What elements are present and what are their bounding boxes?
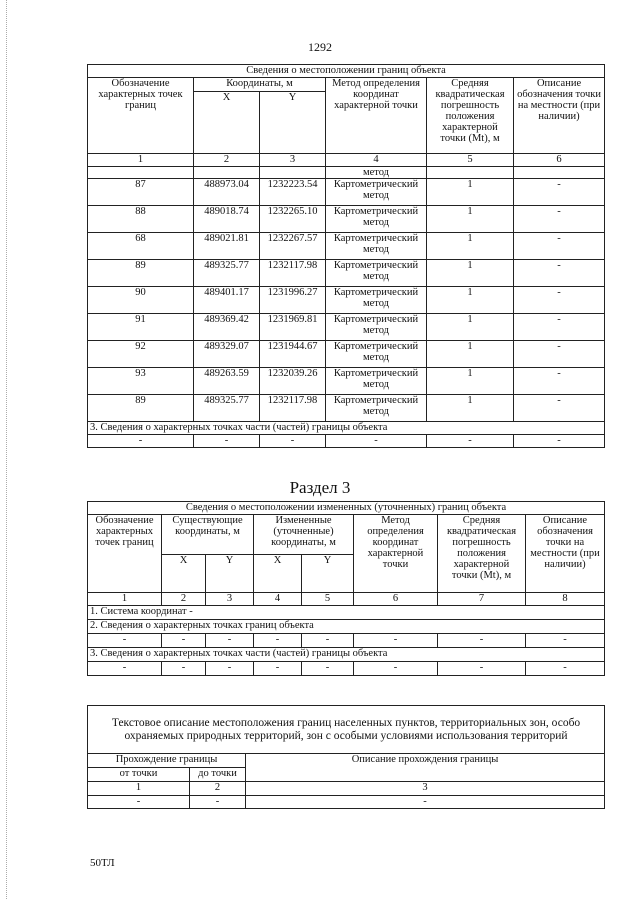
header-from-point: от точки	[88, 768, 190, 782]
header-designation: Обозначение характерных точек границ	[88, 78, 194, 154]
empty-cell: -	[162, 662, 206, 676]
footer-code: 50ТЛ	[90, 857, 115, 869]
table-row	[88, 368, 605, 395]
empty-cell: -	[260, 435, 326, 448]
col-number: 1	[88, 782, 190, 796]
col-number: 6	[514, 154, 605, 167]
header-coords: Координаты, м	[194, 78, 326, 92]
point-id: 89	[88, 395, 194, 422]
method: Картометрический метод	[326, 233, 427, 260]
description: -	[514, 368, 605, 395]
boundary-points-table	[87, 64, 605, 448]
col-number: 3	[246, 782, 605, 796]
error: 1	[427, 341, 514, 368]
error: 1	[427, 233, 514, 260]
header-x: X	[194, 92, 260, 154]
method: Картометрический метод	[326, 206, 427, 233]
points-heading: 2. Сведения о характерных точках границ объекта	[88, 620, 605, 634]
empty-cell: -	[206, 634, 254, 648]
empty-cell: -	[326, 435, 427, 448]
description: -	[514, 206, 605, 233]
empty-cell: -	[88, 634, 162, 648]
method: Картометрический метод	[326, 287, 427, 314]
header-method: Метод определения координат характерной точки	[326, 78, 427, 154]
col-number: 1	[88, 154, 194, 167]
coord-y: 1232117.98	[260, 395, 326, 422]
table-title: Текстовое описание местоположения границ населенных пунктов, территориальных зон, особо охраняемых природных территорий, зон с особыми условиями использования территорий	[88, 706, 605, 754]
table-row	[88, 206, 605, 233]
empty-cell: -	[194, 435, 260, 448]
coord-y: 1232265.10	[260, 206, 326, 233]
col-number: 3	[206, 593, 254, 606]
description: -	[514, 395, 605, 422]
point-id: 68	[88, 233, 194, 260]
col-number: 6	[354, 593, 438, 606]
coord-y: 1232039.26	[260, 368, 326, 395]
table-title: Сведения о местоположении границ объекта	[88, 65, 605, 78]
empty-cell: -	[302, 662, 354, 676]
description: -	[514, 287, 605, 314]
error: 1	[427, 395, 514, 422]
header-y: Y	[206, 555, 254, 593]
coord-y: 1231996.27	[260, 287, 326, 314]
empty-cell: -	[88, 662, 162, 676]
header-method: Метод определения координат характерной точки	[354, 515, 438, 593]
table-row	[88, 260, 605, 287]
empty-cell: -	[254, 662, 302, 676]
error: 1	[427, 206, 514, 233]
col-number: 4	[254, 593, 302, 606]
header-error: Средняя квадратическая погрешность положения характерной точки (Mt), м	[427, 78, 514, 154]
empty-cell: -	[190, 796, 246, 809]
page-number: 1292	[308, 40, 332, 54]
description: -	[514, 260, 605, 287]
table-row	[88, 233, 605, 260]
header-changed-coords: Измененные (уточненные) координаты, м	[254, 515, 354, 555]
coord-x: 489401.17	[194, 287, 260, 314]
header-to-point: до точки	[190, 768, 246, 782]
point-id: 91	[88, 314, 194, 341]
point-id: 92	[88, 341, 194, 368]
error: 1	[427, 179, 514, 206]
empty-cell: -	[526, 662, 605, 676]
point-id: 93	[88, 368, 194, 395]
col-number: 5	[302, 593, 354, 606]
description: -	[514, 314, 605, 341]
header-y: Y	[302, 555, 354, 593]
coordinate-system: 1. Система координат -	[88, 606, 605, 620]
coord-x: 489018.74	[194, 206, 260, 233]
empty-cell: -	[514, 435, 605, 448]
empty-cell: -	[354, 662, 438, 676]
error: 1	[427, 314, 514, 341]
method: Картометрический метод	[326, 341, 427, 368]
table-title: Сведения о местоположении измененных (уточненных) границ объекта	[88, 502, 605, 515]
coord-x: 488973.04	[194, 179, 260, 206]
col-number: 8	[526, 593, 605, 606]
point-id: 87	[88, 179, 194, 206]
table-row	[88, 341, 605, 368]
coord-y: 1232267.57	[260, 233, 326, 260]
table-row	[88, 179, 605, 206]
header-passage: Прохождение границы	[88, 754, 246, 768]
empty-cell: -	[526, 634, 605, 648]
carry-over-method: метод	[326, 167, 427, 179]
coord-x: 489021.81	[194, 233, 260, 260]
empty-cell: -	[88, 796, 190, 809]
header-designation: Обозначение характерных точек границ	[88, 515, 162, 593]
coord-y: 1231944.67	[260, 341, 326, 368]
col-number: 1	[88, 593, 162, 606]
coord-x: 489263.59	[194, 368, 260, 395]
col-number: 5	[427, 154, 514, 167]
col-number: 2	[162, 593, 206, 606]
header-y: Y	[260, 92, 326, 154]
error: 1	[427, 260, 514, 287]
method: Картометрический метод	[326, 260, 427, 287]
empty-cell: -	[88, 435, 194, 448]
method: Картометрический метод	[326, 314, 427, 341]
description: -	[514, 341, 605, 368]
col-number: 7	[438, 593, 526, 606]
coord-y: 1231969.81	[260, 314, 326, 341]
coord-x: 489329.07	[194, 341, 260, 368]
table-row	[88, 287, 605, 314]
method: Картометрический метод	[326, 179, 427, 206]
header-description: Описание обозначения точки на местности (при наличии)	[526, 515, 605, 593]
empty-cell: -	[246, 796, 605, 809]
empty-cell: -	[427, 435, 514, 448]
changed-boundary-table	[87, 501, 605, 676]
section-title: Раздел 3	[289, 478, 351, 497]
col-number: 3	[260, 154, 326, 167]
table-row	[88, 314, 605, 341]
header-existing-coords: Существующие координаты, м	[162, 515, 254, 555]
error: 1	[427, 368, 514, 395]
coord-x: 489325.77	[194, 395, 260, 422]
empty-cell: -	[254, 634, 302, 648]
empty-cell: -	[162, 634, 206, 648]
method: Картометрический метод	[326, 395, 427, 422]
header-x: X	[162, 555, 206, 593]
coord-x: 489325.77	[194, 260, 260, 287]
description: -	[514, 179, 605, 206]
point-id: 90	[88, 287, 194, 314]
coord-y: 1232117.98	[260, 260, 326, 287]
coord-y: 1232223.54	[260, 179, 326, 206]
empty-cell: -	[206, 662, 254, 676]
col-number: 2	[194, 154, 260, 167]
empty-cell: -	[438, 634, 526, 648]
header-error: Средняя квадратическая погрешность положения характерной точки (Mt), м	[438, 515, 526, 593]
header-description: Описание обозначения точки на местности (при наличии)	[514, 78, 605, 154]
coord-x: 489369.42	[194, 314, 260, 341]
text-description-table	[87, 705, 605, 809]
method: Картометрический метод	[326, 368, 427, 395]
table-row	[88, 395, 605, 422]
point-id: 88	[88, 206, 194, 233]
point-id: 89	[88, 260, 194, 287]
empty-cell: -	[354, 634, 438, 648]
empty-cell: -	[302, 634, 354, 648]
header-x: X	[254, 555, 302, 593]
description: -	[514, 233, 605, 260]
header-description: Описание прохождения границы	[246, 754, 605, 782]
error: 1	[427, 287, 514, 314]
col-number: 2	[190, 782, 246, 796]
empty-cell: -	[438, 662, 526, 676]
part-points-heading: 3. Сведения о характерных точках части (частей) границы объекта	[88, 422, 605, 435]
scan-edge-dots	[6, 0, 8, 899]
part-points-heading: 3. Сведения о характерных точках части (частей) границы объекта	[88, 648, 605, 662]
col-number: 4	[326, 154, 427, 167]
